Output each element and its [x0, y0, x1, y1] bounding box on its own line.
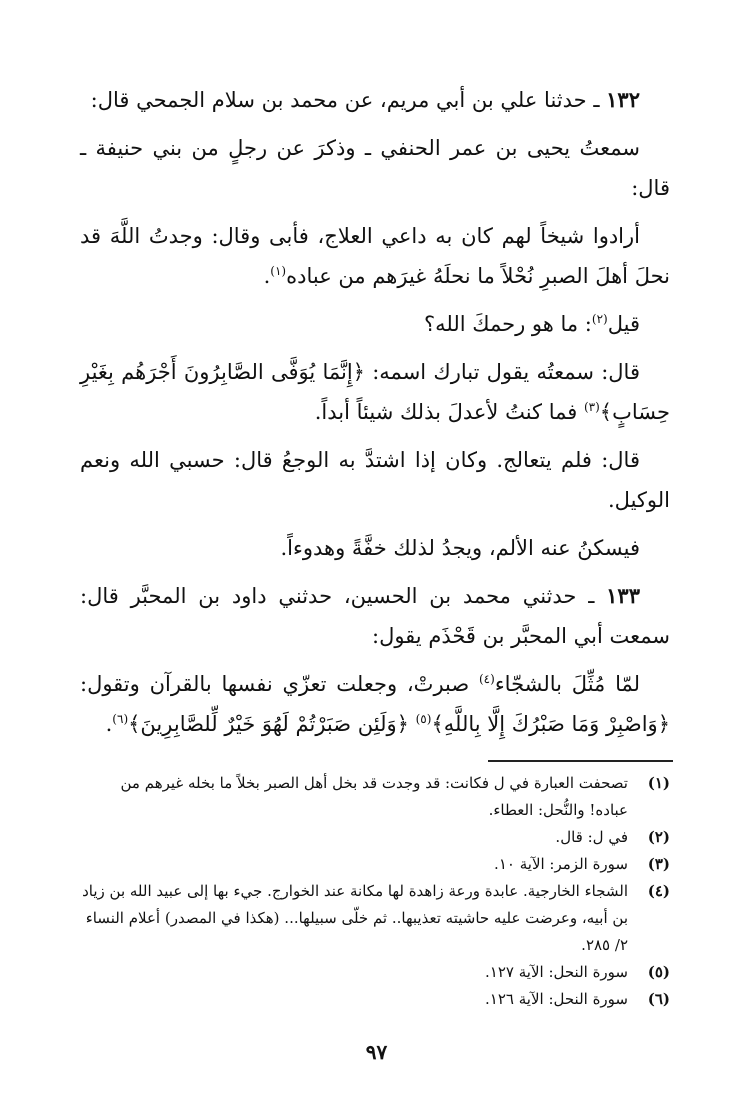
page-number: ٩٧: [365, 1040, 388, 1064]
footnote-number: (٤): [647, 882, 670, 900]
paragraph-text: أرادوا شيخاً لهم كان به داعي العلاج، فأبى وقال: وجدتُ اللَّهَ قد نحلَ أهلَ الصبرِ نُحْلاً ما نحلَهُ غيرَهم من عباده: [80, 224, 670, 288]
footnote-number: (٥): [647, 963, 670, 981]
footnote-number: (٦): [647, 990, 670, 1008]
footnote-text: الشجاء الخارجية. عابدة ورعة زاهدة لها مكانة عند الخوارج. جيء بها إلى عبيد الله بن زياد بن أبيه، وعرضت عليه حاشيته تعذيبها.. ثم خلّى سبيلها... (هكذا في المصدر) أعلام النساء ٢/ ٢٨٥.: [82, 882, 628, 954]
narration-number: ١٣٣: [606, 583, 640, 608]
paragraph-text: قال: سمعتُه يقول تبارك اسمه: ﴿إِنَّمَا يُوَفَّى الصَّابِرُونَ أَجْرَهُم بِغَيْرِ حِسَابٍ﴾: [80, 360, 670, 424]
footnote-number: (٣): [647, 855, 670, 873]
paragraph-text: فيسكنُ عنه الألم، ويجدُ لذلك خفَّةً وهدوءاً.: [280, 536, 640, 560]
paragraph-text: قال: فلم يتعالج. وكان إذا اشتدَّ به الوجعُ قال: حسبي الله ونعم الوكيل.: [80, 448, 670, 512]
footnotes: [80, 770, 670, 1013]
paragraph-text: صبرتْ، وجعلت تعزّي نفسها بالقرآن وتقول: ﴿وَاصْبِرْ وَمَا صَبْرُكَ إِلَّا بِاللَّهِ﴾: [80, 672, 670, 736]
paragraph-text: .: [105, 712, 113, 736]
footnote-ref[interactable]: (٢): [591, 312, 608, 326]
paragraph-133: [80, 576, 670, 656]
footnote-ref[interactable]: (٤): [478, 672, 495, 686]
footnote-text: في ل: قال.: [555, 828, 628, 846]
paragraph-text: : ما هو رحمكَ الله؟: [423, 312, 592, 336]
paragraph-6: [80, 440, 670, 520]
paragraph-9: [80, 664, 670, 744]
footnote-text: سورة النحل: الآية ١٢٦.: [485, 990, 628, 1008]
paragraph-text: سمعتُ يحيى بن عمر الحنفي ـ وذكرَ عن رجلٍ من بني حنيفة ـ قال:: [80, 136, 670, 200]
footnote: [80, 824, 670, 851]
paragraph-132: [80, 80, 670, 120]
paragraph-text: ـ حدثنا علي بن أبي مريم، عن محمد بن سلام الجمحي قال:: [90, 88, 607, 112]
footnote-text: سورة النحل: الآية ١٢٧.: [485, 963, 628, 981]
footnote-number: (١): [647, 774, 670, 792]
paragraph-7: [80, 528, 670, 568]
footnote-ref[interactable]: (٦): [112, 712, 129, 726]
footnote: [80, 878, 670, 959]
paragraph-text: ـ حدثني محمد بن الحسين، حدثني داود بن المحبَّر قال: سمعت أبي المحبَّر بن قَحْذَم يقول:: [80, 584, 670, 648]
footnote-number: (٢): [647, 828, 670, 846]
paragraph-text: فما كنتُ لأعدلَ بذلك شيئاً أبداً.: [314, 400, 584, 424]
paragraph-3: [80, 216, 670, 296]
paragraph-text: ﴿وَلَئِن صَبَرْتُمْ لَهُوَ خَيْرٌ لِّلصَّابِرِينَ﴾: [128, 712, 416, 736]
paragraph-2: [80, 128, 670, 208]
paragraph-text: .: [263, 264, 271, 288]
paragraph-5: [80, 352, 670, 432]
footnote-divider: [488, 760, 673, 762]
footnote-ref[interactable]: (٣): [583, 400, 600, 414]
footnote: [80, 959, 670, 986]
footnote-ref[interactable]: (١): [270, 264, 287, 278]
paragraph-4: [80, 304, 670, 344]
main-text: [80, 80, 670, 752]
paragraph-text: لمّا مُثِّلَ بالشجّاء: [494, 672, 641, 696]
footnote: [80, 851, 670, 878]
footnote: [80, 770, 670, 824]
paragraph-text: قيل: [607, 312, 640, 336]
footnote: [80, 986, 670, 1013]
narration-number: ١٣٢: [606, 87, 640, 112]
footnote-text: تصحفت العبارة في ل فكانت: قد وجدت قد بخل أهل الصبر بخلاً ما بخله غيرهم من عباده! والنُّحل: العطاء.: [120, 774, 628, 819]
footnote-text: سورة الزمر: الآية ١٠.: [494, 855, 628, 873]
footnote-ref[interactable]: (٥): [415, 712, 432, 726]
